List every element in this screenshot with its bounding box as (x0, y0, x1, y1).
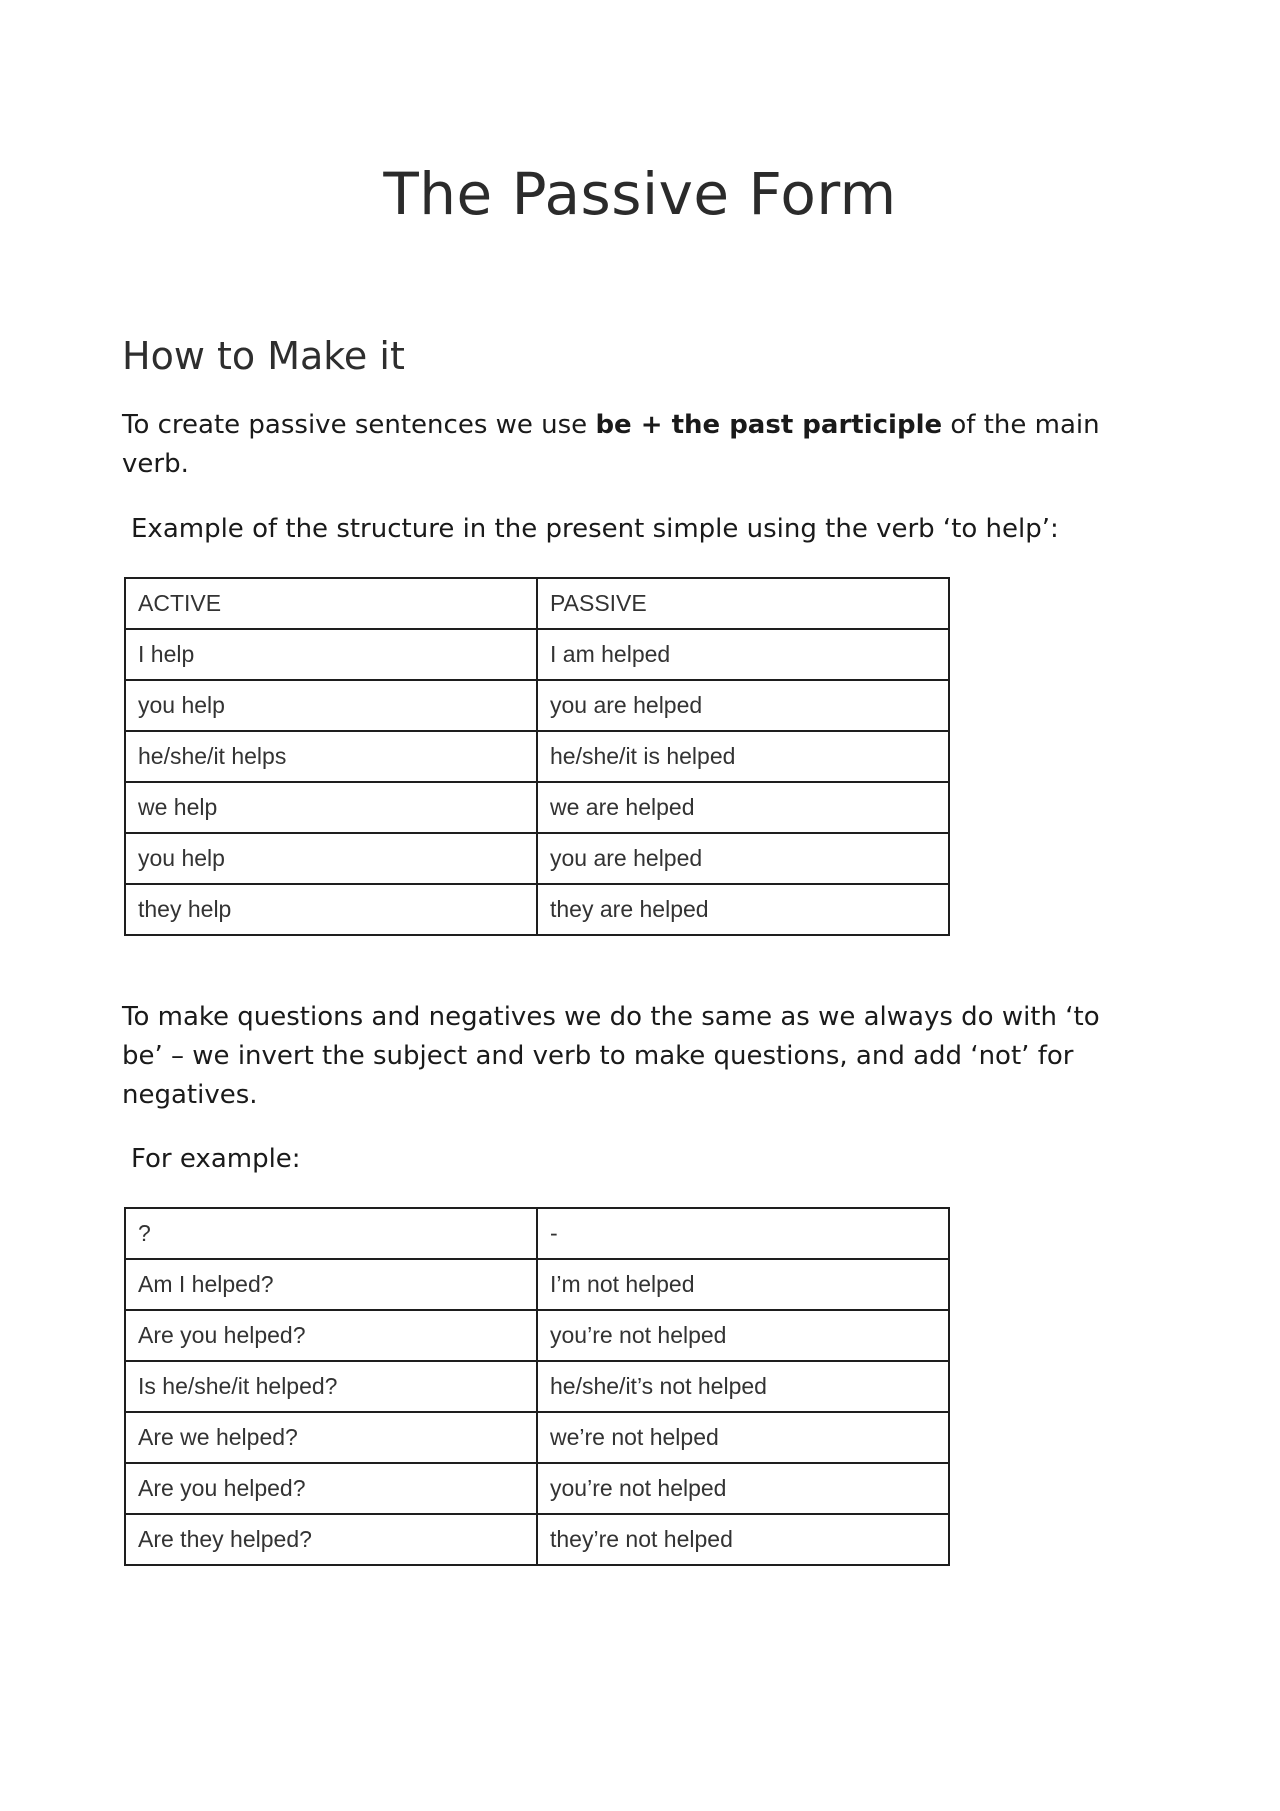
passive-cell: I am helped (537, 629, 949, 680)
header-cell-passive: PASSIVE (537, 578, 949, 629)
table-row (125, 833, 949, 884)
header-cell-negative: - (537, 1208, 949, 1259)
active-cell: you help (125, 680, 537, 731)
active-cell: he/she/it helps (125, 731, 537, 782)
intro-paragraph (122, 406, 1132, 484)
passive-cell: you are helped (537, 680, 949, 731)
table-row (125, 782, 949, 833)
question-cell: Is he/she/it helped? (125, 1361, 537, 1412)
for-example-label: For example: (131, 1144, 301, 1174)
table-row (125, 884, 949, 935)
intro-bold-text: be + the past participle (595, 410, 943, 440)
table-row (125, 1412, 949, 1463)
table-header-row (125, 578, 949, 629)
active-cell: they help (125, 884, 537, 935)
table-row (125, 1259, 949, 1310)
table-row (125, 1514, 949, 1565)
question-cell: Am I helped? (125, 1259, 537, 1310)
negative-cell: he/she/it’s not helped (537, 1361, 949, 1412)
questions-negatives-table (124, 1207, 950, 1566)
questions-paragraph: To make questions and negatives we do the same as we always do with ‘to be’ – we invert the subject and verb to make questions, and add ‘not’ for negatives. (122, 1002, 1100, 1110)
negative-cell: we’re not helped (537, 1412, 949, 1463)
negative-cell: you’re not helped (537, 1463, 949, 1514)
table-row (125, 680, 949, 731)
example-intro: Example of the structure in the present simple using the verb ‘to help’: (131, 514, 1059, 544)
table-row (125, 731, 949, 782)
table-row (125, 1361, 949, 1412)
section-heading: How to Make it (122, 334, 405, 378)
passive-cell: you are helped (537, 833, 949, 884)
negative-cell: they’re not helped (537, 1514, 949, 1565)
question-cell: Are you helped? (125, 1310, 537, 1361)
active-cell: I help (125, 629, 537, 680)
table-row (125, 1463, 949, 1514)
question-cell: Are we helped? (125, 1412, 537, 1463)
question-cell: Are they helped? (125, 1514, 537, 1565)
intro-text-after: of the main verb. (122, 410, 1100, 479)
active-passive-table (124, 577, 950, 936)
passive-cell: he/she/it is helped (537, 731, 949, 782)
question-cell: Are you helped? (125, 1463, 537, 1514)
table-row (125, 1310, 949, 1361)
header-cell-question: ? (125, 1208, 537, 1259)
table-row (125, 629, 949, 680)
page-title: The Passive Form (383, 160, 897, 228)
negative-cell: you’re not helped (537, 1310, 949, 1361)
passive-cell: they are helped (537, 884, 949, 935)
intro-text-before: To create passive sentences we use (122, 410, 596, 440)
header-cell-active: ACTIVE (125, 578, 537, 629)
passive-cell: we are helped (537, 782, 949, 833)
active-cell: we help (125, 782, 537, 833)
active-cell: you help (125, 833, 537, 884)
table-header-row (125, 1208, 949, 1259)
negative-cell: I’m not helped (537, 1259, 949, 1310)
